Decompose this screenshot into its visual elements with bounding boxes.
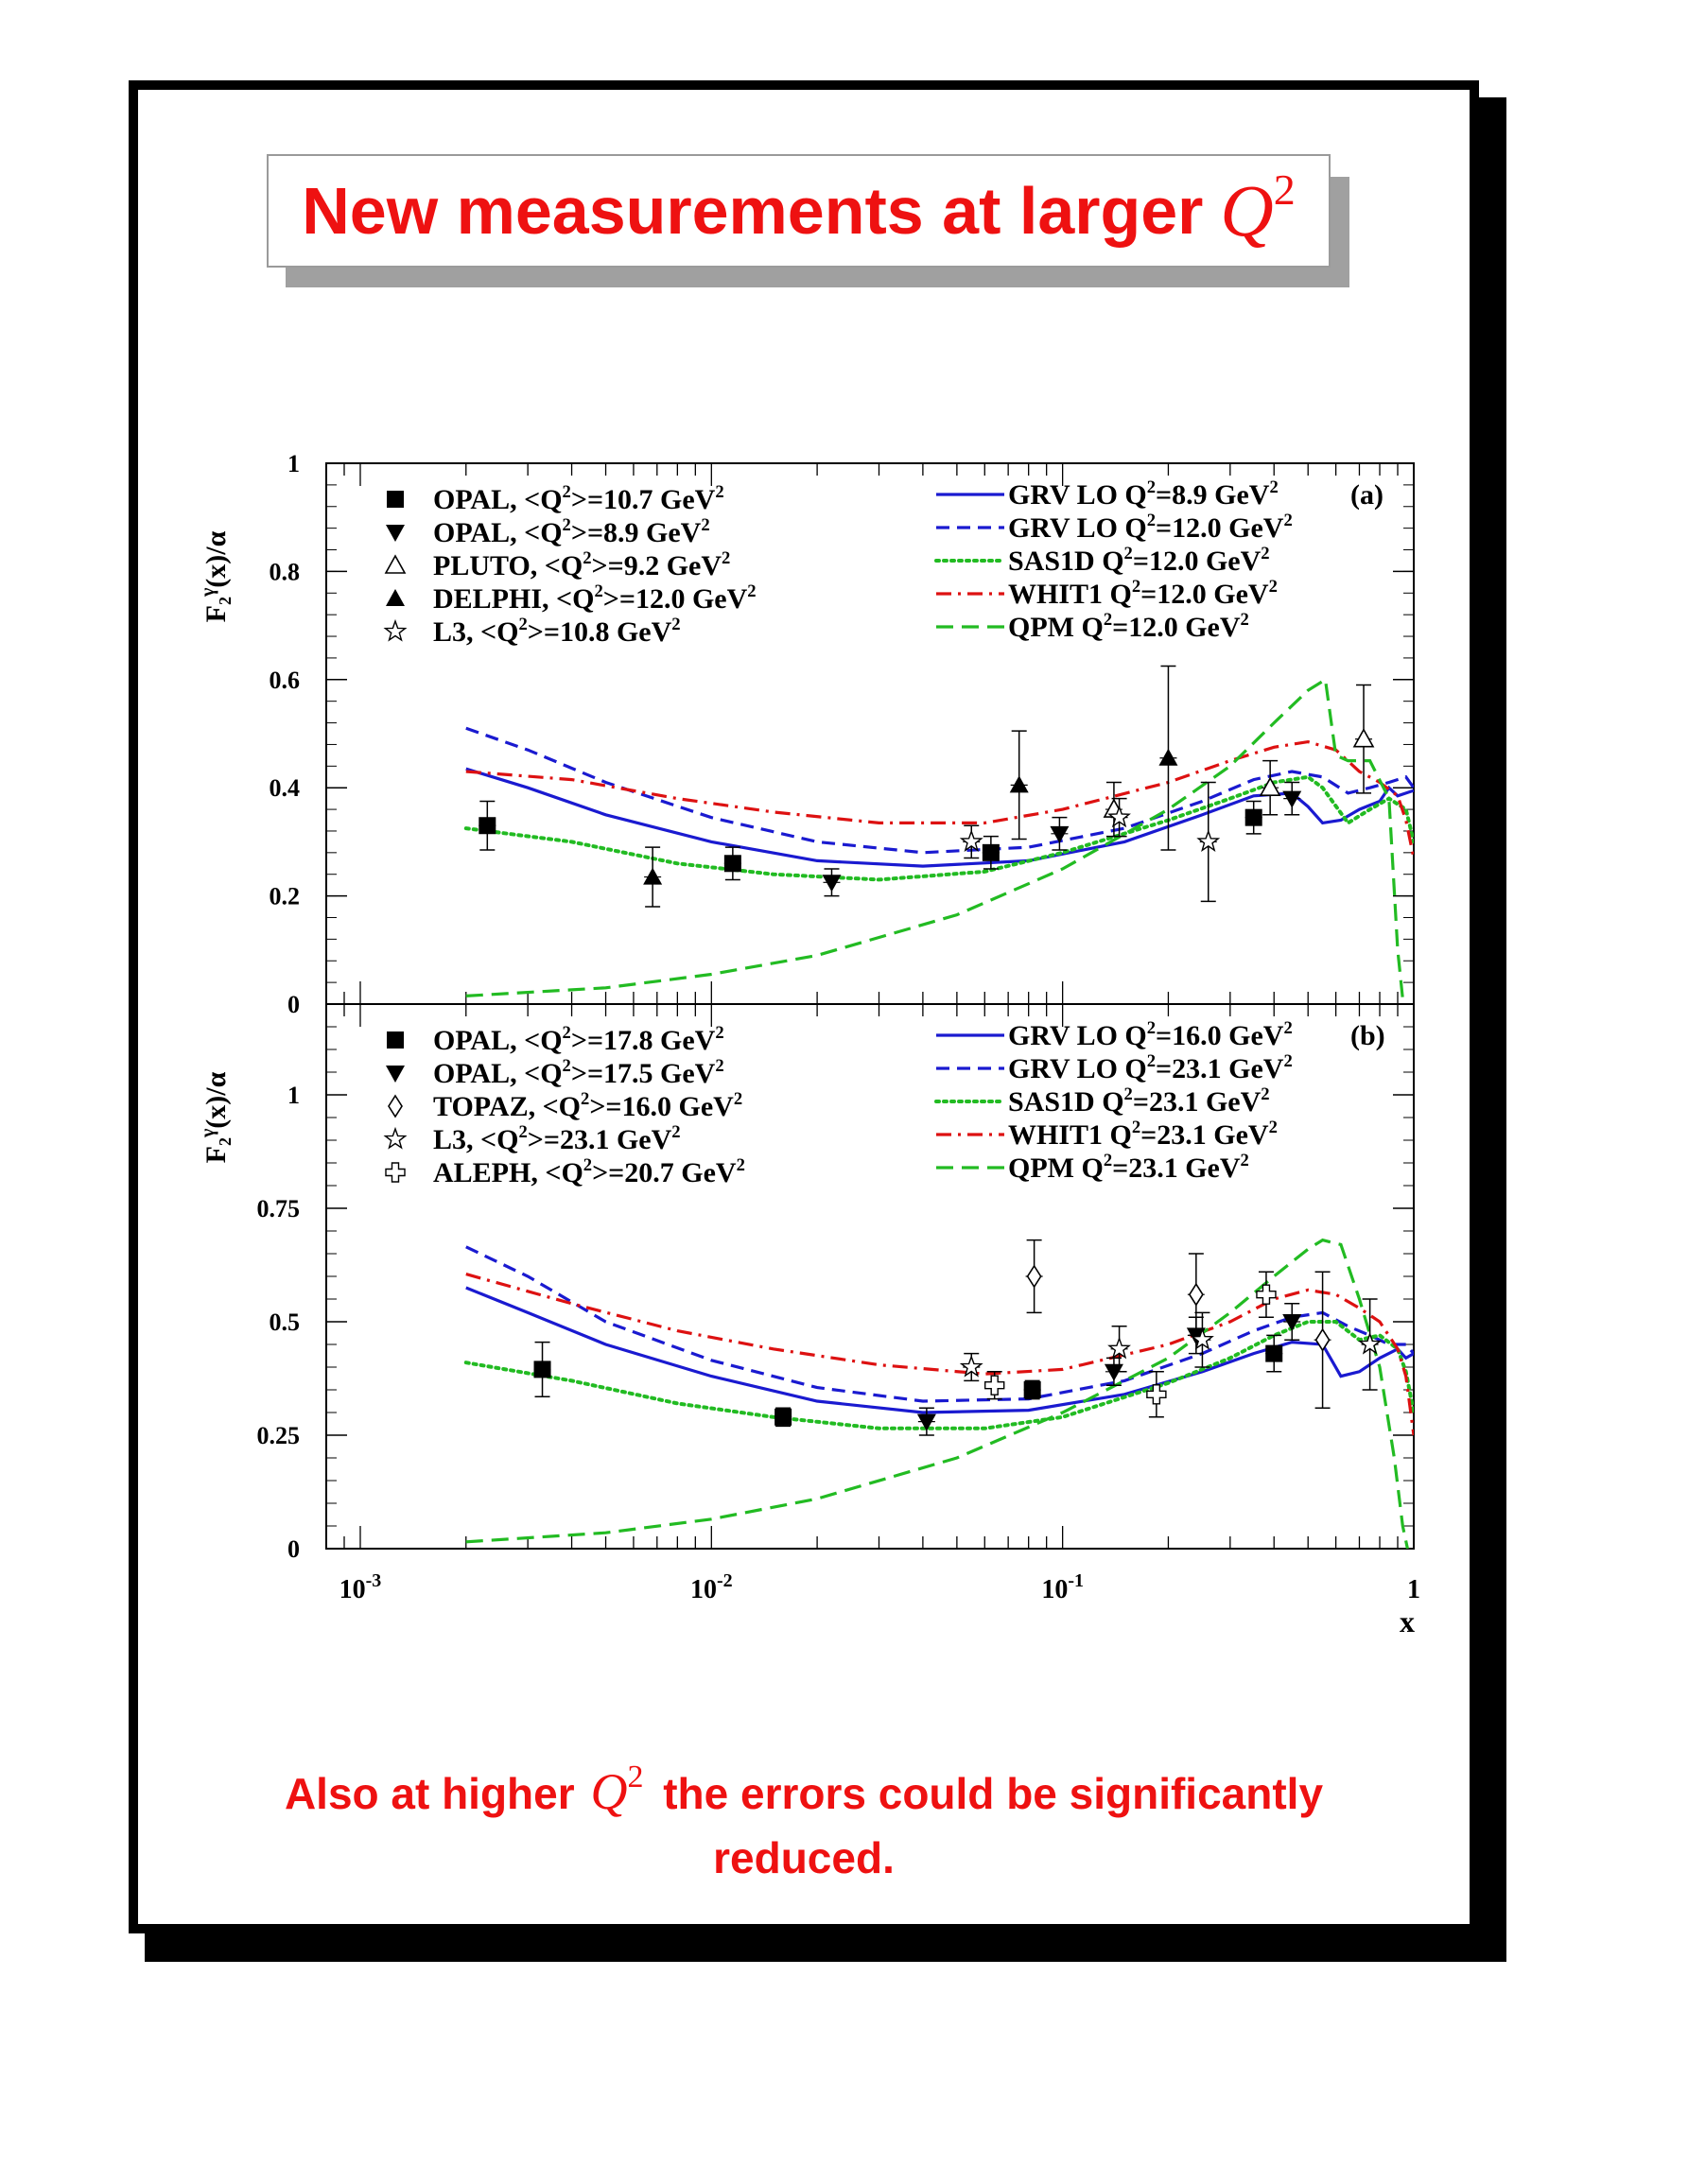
panel-a-legend-data-label: OPAL, $<Q^2>=8.9$ GeV$^2$ [433, 515, 710, 548]
panel-a-ytick-label: 0.6 [269, 666, 300, 694]
panel-a-ylabel: F₂$^\gamma$(x)/α [198, 530, 232, 623]
panel-b-ytick-label: 1 [287, 1082, 300, 1109]
panel-b-legend-data-label: OPAL, $<Q^2>=17.5$ GeV$^2$ [433, 1056, 724, 1089]
panel-a-legend-marker [387, 491, 404, 508]
panel-a-legend-curve-label: QPM $Q^2=12.0$ GeV$^2$ [1008, 610, 1249, 643]
panel-b-point-square-filled [774, 1409, 792, 1426]
footer-q: $Q^2$ [590, 1759, 644, 1820]
panel-b-point-triangle-down-filled [1105, 1364, 1123, 1381]
footer-pre: Also at higher [284, 1769, 575, 1818]
footer-post: the errors could be significantly [663, 1769, 1324, 1818]
slide-title-q: $Q^2$ [1220, 165, 1296, 251]
x-tick-label: 1 [1407, 1575, 1420, 1604]
panel-a-point-square-filled [479, 817, 496, 834]
slide-footer [189, 1749, 1418, 1890]
panel-a-legend-marker [386, 621, 406, 640]
panel-a-legend-marker [386, 525, 405, 542]
panel-b-point-cross-open [985, 1376, 1004, 1395]
panel-a-point-square-filled [724, 855, 741, 872]
panel-b-legend-marker [386, 1163, 405, 1182]
x-tick-label: $10^{-1}$ [1041, 1570, 1084, 1604]
panel-a-point-triangle-down-filled [822, 875, 841, 892]
panel-a-ytick-label: 1 [287, 450, 300, 477]
panel-a-legend-data-label: DELPHI, $<Q^2>=12.0$ GeV$^2$ [433, 581, 757, 615]
panel-a-point-triangle-down-filled [1050, 826, 1069, 843]
panel-b-ytick-label: 0.5 [269, 1309, 300, 1336]
panel-a-ytick-label: 0.4 [269, 774, 300, 803]
panel-a-legend-curve-label: GRV LO $Q^2=12.0$ GeV$^2$ [1008, 511, 1293, 544]
panel-a-legend-curve-label: SAS1D $Q^2=12.0$ GeV$^2$ [1008, 544, 1270, 577]
panel-b-legend-marker [386, 1129, 406, 1148]
footer-line2: reduced. [713, 1833, 895, 1882]
panel-b-label: (b) [1350, 1020, 1385, 1051]
panel-b-point-triangle-down-filled [1282, 1314, 1301, 1331]
panel-b-legend-curve-label: WHIT1 $Q^2=23.1$ GeV$^2$ [1008, 1118, 1278, 1151]
panel-a-point-triangle-up-filled [1158, 749, 1177, 766]
panel-a-legend-data-label: PLUTO, $<Q^2>=9.2$ GeV$^2$ [433, 548, 731, 581]
panel-b-ytick-label: 0.25 [256, 1422, 300, 1449]
panel-b-point-square-filled [1265, 1345, 1282, 1362]
panel-b-ytick-label: 0.75 [256, 1195, 300, 1222]
panel-a-label: (a) [1350, 479, 1383, 511]
panel-b-legend-data-label: TOPAZ, $<Q^2>=16.0$ GeV$^2$ [433, 1089, 743, 1122]
x-axis-label: x [1400, 1604, 1415, 1638]
panel-a-point-square-filled [983, 844, 1000, 861]
panel-b-legend-curve-label: GRV LO $Q^2=23.1$ GeV$^2$ [1008, 1051, 1293, 1084]
x-tick-label: $10^{-3}$ [339, 1570, 382, 1604]
panel-a-curve-3 [466, 742, 1414, 858]
panel-b-ylabel: F₂$^\gamma$(x)/α [198, 1071, 232, 1164]
panel-a-legend-data-label: OPAL, $<Q^2>=10.7$ GeV$^2$ [433, 482, 724, 515]
panel-b-point-diamond-open [1028, 1266, 1041, 1287]
panel-b-legend-data-label: ALEPH, $<Q^2>=20.7$ GeV$^2$ [433, 1155, 745, 1188]
panel-b-point-diamond-open [1316, 1329, 1330, 1350]
panel-a-ytick-label: 0.8 [269, 558, 300, 586]
x-tick-label: $10^{-2}$ [689, 1570, 733, 1604]
panel-a-legend-curve-label: WHIT1 $Q^2=12.0$ GeV$^2$ [1008, 577, 1278, 610]
panel-b-legend-data-label: OPAL, $<Q^2>=17.8$ GeV$^2$ [433, 1023, 724, 1056]
slide-title-text: New measurements at larger [302, 174, 1204, 248]
panel-b-legend-curve-label: GRV LO $Q^2=16.0$ GeV$^2$ [1008, 1018, 1293, 1051]
panel-a-legend-marker [386, 589, 405, 606]
panel-b-point-square-filled [534, 1361, 551, 1378]
panel-b-ytick-label: 0 [287, 1535, 300, 1563]
panel-b-legend-curve-label: QPM $Q^2=23.1$ GeV$^2$ [1008, 1151, 1249, 1184]
panel-a-point-square-filled [1245, 809, 1262, 826]
panel-b-legend-curve-label: SAS1D $Q^2=23.1$ GeV$^2$ [1008, 1084, 1270, 1118]
panel-a-curve-4 [466, 680, 1403, 999]
panel-a-legend-data-label: L3, $<Q^2>=10.8$ GeV$^2$ [433, 615, 681, 648]
panel-b-curve-1 [466, 1247, 1414, 1401]
panel-a-point-triangle-up-open [1354, 730, 1373, 747]
panel-b-legend-data-label: L3, $<Q^2>=23.1$ GeV$^2$ [433, 1122, 681, 1155]
panel-b-point-square-filled [1024, 1381, 1041, 1398]
panel-a-legend-marker [386, 556, 405, 573]
panel-a-ytick-label: 0 [287, 991, 300, 1018]
panel-b-point-diamond-open [1190, 1284, 1203, 1305]
panel-a-point-triangle-up-filled [643, 868, 662, 885]
panel-a-point-triangle-up-filled [1010, 775, 1029, 792]
panel-b-legend-marker [386, 1066, 405, 1083]
panel-b-legend-marker [389, 1096, 402, 1117]
panel-a-legend-curve-label: GRV LO $Q^2=8.9$ GeV$^2$ [1008, 477, 1279, 511]
panel-a-ytick-label: 0.2 [269, 882, 300, 910]
panel-b-legend-marker [387, 1031, 404, 1049]
